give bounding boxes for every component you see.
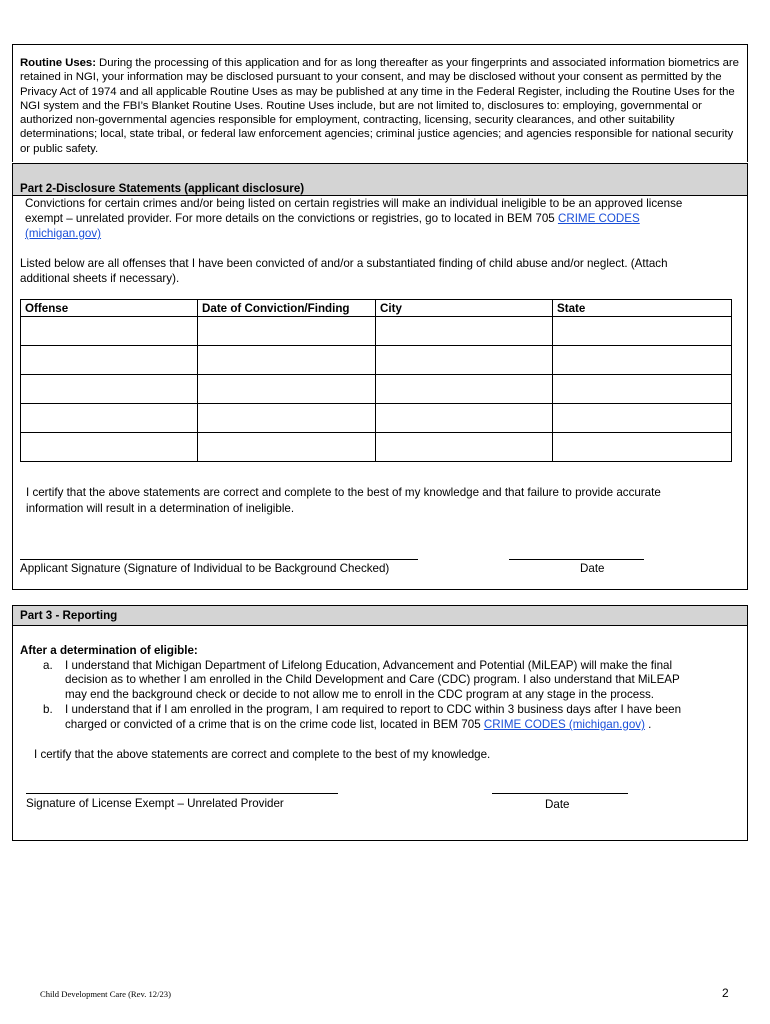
- offense-cell[interactable]: [21, 404, 198, 433]
- part3-header-bar: [13, 606, 747, 626]
- city-cell[interactable]: [376, 404, 553, 433]
- applicant-signature-line[interactable]: [20, 559, 418, 560]
- part2-intro-line1: Convictions for certain crimes and/or being listed on certain registries will make an individual ineligible to be an approved license: [25, 197, 683, 210]
- applicant-signature-label: Applicant Signature (Signature of Individual to be Background Checked): [20, 562, 390, 575]
- table-row: [21, 404, 732, 433]
- date-cell[interactable]: [198, 375, 376, 404]
- crime-codes-link-2[interactable]: CRIME CODES (michigan.gov): [483, 718, 645, 731]
- page-number: 2: [722, 986, 729, 1000]
- applicant-date-label: Date: [580, 562, 605, 575]
- city-cell[interactable]: [376, 317, 553, 346]
- state-cell[interactable]: [553, 375, 732, 404]
- city-cell[interactable]: [376, 346, 553, 375]
- routine-uses-paragraph: [20, 56, 744, 156]
- part3-certify: I certify that the above statements are correct and complete to the best of my knowledge.: [34, 748, 491, 761]
- provider-signature-label: Signature of License Exempt – Unrelated Provider: [26, 797, 284, 810]
- offenses-table-header: [21, 300, 732, 317]
- date-cell[interactable]: [198, 433, 376, 462]
- table-row: [21, 346, 732, 375]
- part2-intro-line2: exempt – unrelated provider. For more details on the convictions or registries, go to located in BEM 705 CRIME CODES: [25, 212, 640, 225]
- provider-date-line[interactable]: [492, 793, 628, 794]
- date-cell[interactable]: [198, 346, 376, 375]
- city-cell[interactable]: [376, 375, 553, 404]
- date-cell[interactable]: [198, 404, 376, 433]
- state-cell[interactable]: [553, 433, 732, 462]
- table-row: [21, 433, 732, 462]
- after-determination-label: After a determination of eligible:: [20, 644, 198, 657]
- provider-signature-line[interactable]: [26, 793, 338, 794]
- date-cell[interactable]: [198, 317, 376, 346]
- part2-header: Part 2-Disclosure Statements (applicant disclosure): [20, 182, 305, 195]
- item-b-marker: b.: [43, 703, 53, 716]
- col-city: City: [376, 300, 553, 317]
- item-a-line1: I understand that Michigan Department of Lifelong Education, Advancement and Potential (MiLEAP) will make the final: [65, 659, 673, 672]
- offense-cell[interactable]: [21, 317, 198, 346]
- offense-cell[interactable]: [21, 375, 198, 404]
- michigan-gov-link[interactable]: (michigan.gov): [25, 227, 102, 240]
- offenses-table: [20, 299, 732, 462]
- crime-codes-link[interactable]: CRIME CODES: [557, 212, 640, 225]
- footer-form-id: Child Development Care (Rev. 12/23): [40, 989, 171, 999]
- item-a-line3: may end the background check or decide to not allow me to enroll in the CDC program at any stage in the process.: [65, 688, 655, 701]
- provider-date-label: Date: [545, 798, 570, 811]
- part3-header: Part 3 - Reporting: [20, 609, 118, 622]
- offense-cell[interactable]: [21, 346, 198, 375]
- routine-uses-label: Routine Uses:: [20, 57, 96, 69]
- city-cell[interactable]: [376, 433, 553, 462]
- state-cell[interactable]: [553, 404, 732, 433]
- offense-cell[interactable]: [21, 433, 198, 462]
- routine-uses-text: During the processing of this application and for as long thereafter as your fingerprints and associated information biometrics are retained in NGI, your information may be disclosed pursuant to your consent, and may be disclosed without your consent as permitted by the Privacy Act of 1974 and all applicable Routine Uses as may be published at any time in the Federal Register, including the Routine Uses for the NGI system and the FBI’s Blanket Routine Uses. Routine Uses include, but are not limited to, disclosures to: employing, governmental or authorized non-governmental agencies responsible for employment, contracting, licensing, security clearances, and other suitability determinations; local, state tribal, or federal law enforcement agencies; criminal justice agencies; and agencies responsible for national security or public safety.: [20, 57, 739, 155]
- part2-certify-line1: I certify that the above statements are correct and complete to the best of my knowledge and that failure to provide accurate: [26, 486, 661, 499]
- item-b-line1: I understand that if I am enrolled in the program, I am required to report to CDC within 3 business days after I have been: [65, 703, 682, 716]
- col-offense: Offense: [21, 300, 198, 317]
- table-row: [21, 317, 732, 346]
- listed-offenses-line1: Listed below are all offenses that I have been convicted of and/or a substantiated finding of child abuse and/or neglect. (Attach: [20, 257, 668, 270]
- applicant-date-line[interactable]: [509, 559, 644, 560]
- col-date-of-conviction: Date of Conviction/Finding: [198, 300, 376, 317]
- state-cell[interactable]: [553, 317, 732, 346]
- item-a-line2: decision as to whether I am enrolled in the Child Development and Care (CDC) program. I also understand that MiLEAP: [65, 673, 680, 686]
- table-row: [21, 375, 732, 404]
- part2-header-bar: [13, 164, 747, 196]
- item-b-line2: charged or convicted of a crime that is on the crime code list, located in BEM 705 CRIME CODES (michigan.gov) .: [65, 718, 652, 731]
- part2-certify-line2: information will result in a determination of ineligible.: [26, 502, 295, 515]
- col-state: State: [553, 300, 732, 317]
- item-a-marker: a.: [43, 659, 53, 672]
- state-cell[interactable]: [553, 346, 732, 375]
- listed-offenses-line2: additional sheets if necessary).: [20, 272, 180, 285]
